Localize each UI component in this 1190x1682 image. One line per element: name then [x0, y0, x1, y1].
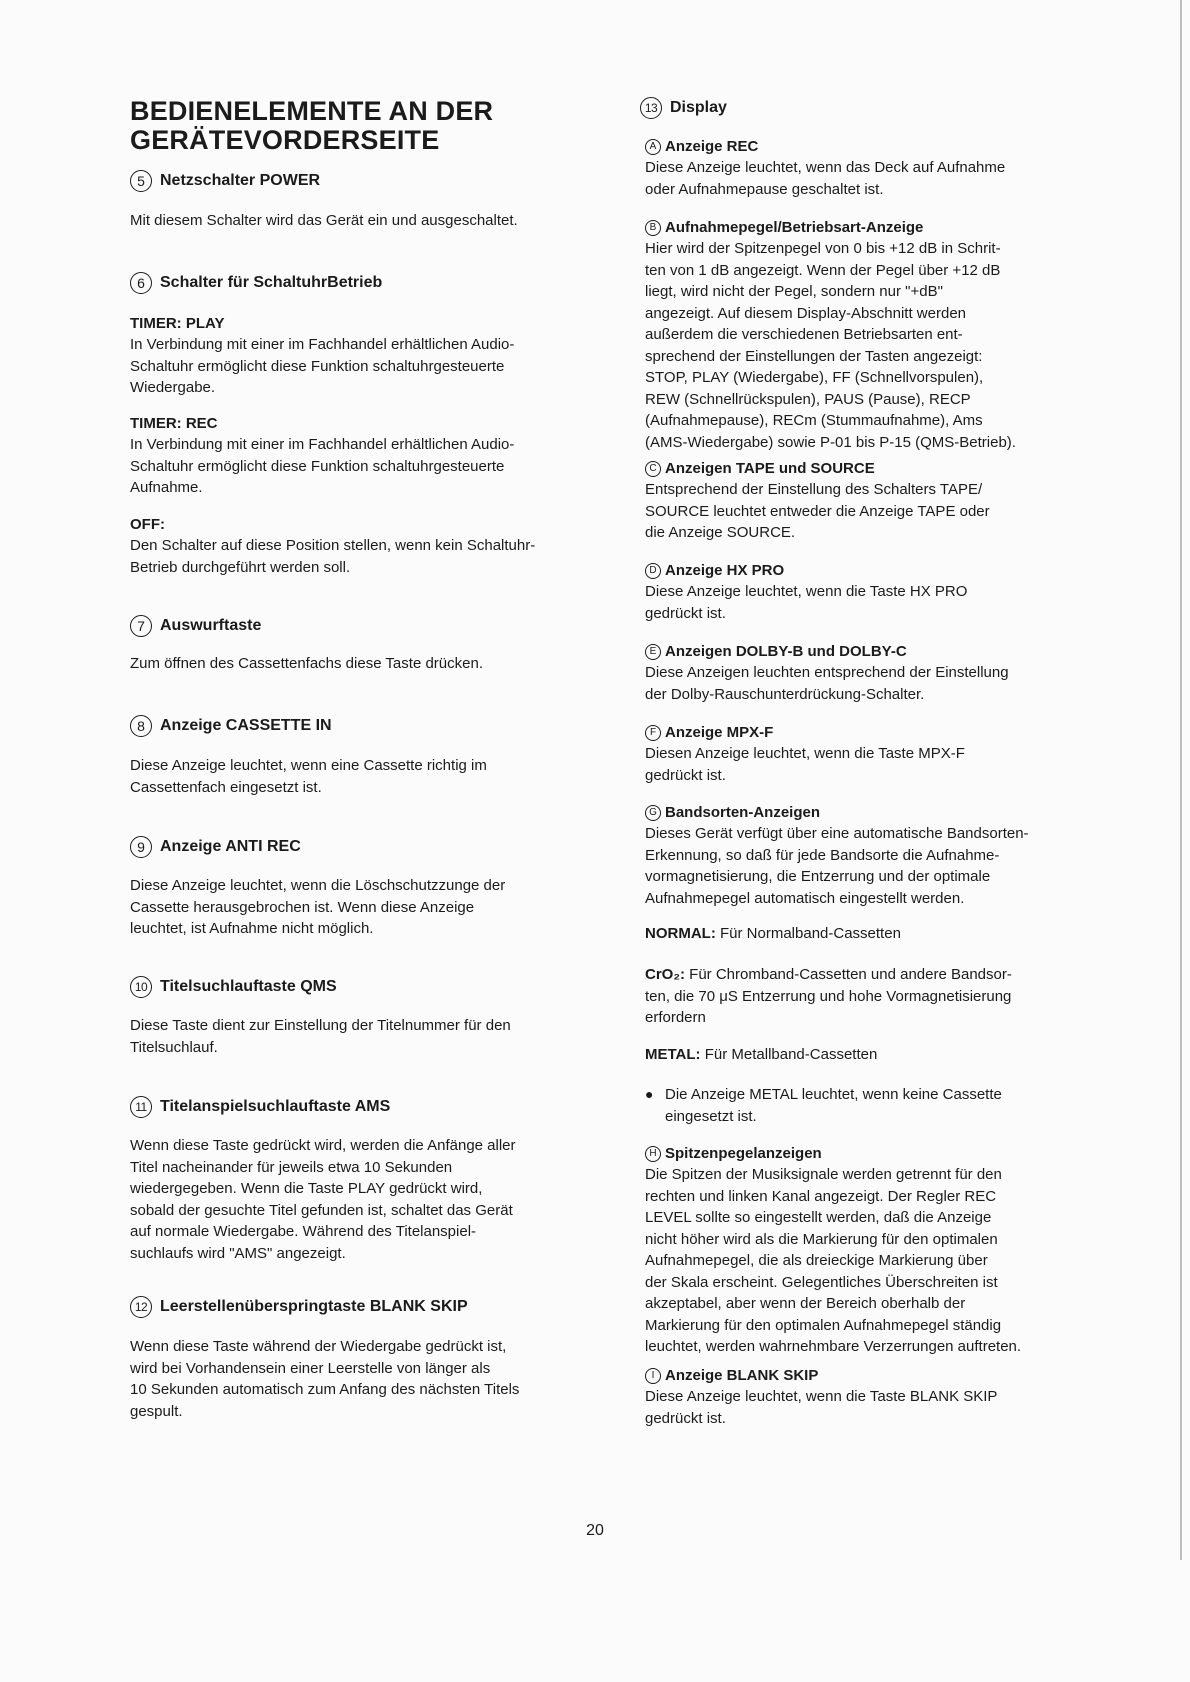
- section-8-text: Diese Anzeige leuchtet, wenn eine Cassette richtig im Cassettenfach eingesetzt ist.: [130, 757, 487, 796]
- section-11-text: Wenn diese Taste gedrückt wird, werden die Anfänge aller Titel nacheinander für jeweils etwa 10 Sekunden wiedergegeben. Wenn die Taste PLAY gedrückt wird, sobald der gesuchte Titel gefunden ist, schaltet das Gerät auf normale Wiedergabe. Während des Titelanspiel- suchlaufs wird "AMS" angezeigt.: [130, 1137, 516, 1262]
- section-6-heading: 6 Schalter für SchaltuhrBetrieb: [130, 272, 580, 294]
- number-badge: 5: [130, 170, 152, 192]
- display-i-blank-skip: I Anzeige BLANK SKIP Diese Anzeige leuchtet, wenn die Taste BLANK SKIP gedrückt ist.: [645, 1367, 998, 1427]
- display-a-rec: A Anzeige REC Diese Anzeige leuchtet, wenn das Deck auf Aufnahme oder Aufnahmepause geschaltet ist.: [645, 138, 1006, 198]
- section-6-timer-rec: TIMER: REC In Verbindung mit einer im Fachhandel erhältlichen Audio- Schaltuhr ermöglicht diese Funktion schaltuhrgesteuerte Aufnahme.: [130, 415, 515, 496]
- letter-badge: C: [645, 461, 661, 477]
- number-badge: 11: [130, 1096, 152, 1118]
- number-badge: 12: [130, 1296, 152, 1318]
- number-badge: 9: [130, 836, 152, 858]
- page-number: 20: [586, 1522, 604, 1539]
- page-edge-line: [1180, 0, 1182, 1560]
- section-7-heading: 7 Auswurftaste: [130, 615, 580, 637]
- tape-metal: METAL: Für Metallband-Cassetten: [645, 1046, 878, 1063]
- section-8-heading: 8 Anzeige CASSETTE IN: [130, 715, 580, 737]
- section-9-heading: 9 Anzeige ANTI REC: [130, 836, 580, 858]
- number-badge: 8: [130, 715, 152, 737]
- tape-normal: NORMAL: Für Normalband-Cassetten: [645, 925, 901, 942]
- display-g-tape-type: G Bandsorten-Anzeigen Dieses Gerät verfügt über eine automatische Bandsorten- Erkennung, so daß für jede Bandsorte die Aufnahme- vormagnetisierung, die Entzerrung und der optimale Aufnahmepegel automatisch eingestellt werden.: [645, 804, 1029, 907]
- section-5-heading: 5 Netzschalter POWER: [130, 170, 580, 192]
- number-badge: 13: [640, 97, 662, 119]
- section-11-heading: 11 Titelanspielsuchlauftaste AMS: [130, 1096, 580, 1118]
- number-badge: 10: [130, 976, 152, 998]
- section-12-text: Wenn diese Taste während der Wiedergabe gedrückt ist, wird bei Vorhandensein einer Leerstelle von länger als 10 Sekunden automatisch zum Anfang des nächsten Titels gespult.: [130, 1338, 520, 1420]
- number-badge: 7: [130, 615, 152, 637]
- letter-badge: F: [645, 725, 661, 741]
- section-9-text: Diese Anzeige leuchtet, wenn die Löschschutzzunge der Cassette herausgebrochen ist. Wenn diese Anzeige leuchtet, ist Aufnahme nicht möglich.: [130, 877, 506, 937]
- display-c-tape-source: C Anzeigen TAPE und SOURCE Entsprechend der Einstellung des Schalters TAPE/ SOURCE leuchtet entweder die Anzeige TAPE oder die Anzeige SOURCE.: [645, 460, 990, 541]
- display-d-hx-pro: D Anzeige HX PRO Diese Anzeige leuchtet, wenn die Taste HX PRO gedrückt ist.: [645, 562, 968, 622]
- bullet-icon: ●: [645, 1086, 654, 1102]
- section-6-off: OFF: Den Schalter auf diese Position stellen, wenn kein Schaltuhr- Betrieb durchgeführt werden soll.: [130, 516, 536, 576]
- letter-badge: D: [645, 563, 661, 579]
- letter-badge: I: [645, 1368, 661, 1384]
- section-6-timer-play: TIMER: PLAY In Verbindung mit einer im Fachhandel erhältlichen Audio- Schaltuhr ermöglicht diese Funktion schaltuhrgesteuerte Wiedergabe.: [130, 315, 515, 396]
- display-b-level: B Aufnahmepegel/Betriebsart-Anzeige Hier wird der Spitzenpegel von 0 bis +12 dB in Schrit- ten von 1 dB angezeigt. Wenn der Pegel über +12 dB liegt, wird nicht der Pegel, sondern nur "+dB" angezeigt. Auf diesem Display-Abschnitt werden außerdem die verschiedenen Betriebsarten ent- sprechend der Einstellungen der Tasten angezeigt: STOP, PLAY (Wiedergabe), FF (Schnellvorspulen), REW (Schnellrückspulen), PAUS (Pause), RECP (Aufnahmepause), RECm (Stummaufnahme), Ams (AMS-Wiedergabe) sowie P-01 bis P-15 (QMS-Betrieb).: [645, 219, 1016, 451]
- page-title: BEDIENELEMENTE AN DER GERÄTEVORDERSEITE: [130, 96, 494, 155]
- letter-badge: H: [645, 1146, 661, 1162]
- section-5-text: Mit diesem Schalter wird das Gerät ein und ausgeschaltet.: [130, 212, 518, 229]
- letter-badge: E: [645, 644, 661, 660]
- letter-badge: G: [645, 805, 661, 821]
- section-7-text: Zum öffnen des Cassettenfachs diese Taste drücken.: [130, 655, 483, 672]
- metal-note-bullet: ● Die Anzeige METAL leuchtet, wenn keine Cassette eingesetzt ist.: [645, 1084, 1115, 1127]
- display-f-mpx: F Anzeige MPX-F Diesen Anzeige leuchtet, wenn die Taste MPX-F gedrückt ist.: [645, 724, 965, 784]
- section-13-heading: 13 Display: [640, 97, 1115, 119]
- tape-cro2: CrO₂: Für Chromband-Cassetten und andere Bandsor- ten, die 70 μS Entzerrung und hohe Vormagnetisierung erfordern: [645, 966, 1012, 1026]
- section-10-heading: 10 Titelsuchlauftaste QMS: [130, 976, 580, 998]
- letter-badge: A: [645, 139, 661, 155]
- number-badge: 6: [130, 272, 152, 294]
- letter-badge: B: [645, 220, 661, 236]
- section-12-heading: 12 Leerstellenüberspringtaste BLANK SKIP: [130, 1296, 580, 1318]
- display-e-dolby: E Anzeigen DOLBY-B und DOLBY-C Diese Anzeigen leuchten entsprechend der Einstellung der Dolby-Rauschunterdrückung-Schalter.: [645, 643, 1009, 703]
- display-h-peak: H Spitzenpegelanzeigen Die Spitzen der Musiksignale werden getrennt für den rechten und linken Kanal angezeigt. Der Regler REC LEVEL sollte so eingestellt werden, daß die Anzeige nicht höher wird als die Markierung für den optimalen Aufnahmepegel, die als dreieckige Markierung über der Skala erscheint. Gelegentliches Überschreiten ist akzeptabel, aber wenn der Bereich oberhalb der Markierung für den optimalen Aufnahmepegel ständig leuchtet, werden wahrnehmbare Verzerrungen auftreten.: [645, 1145, 1022, 1355]
- section-10-text: Diese Taste dient zur Einstellung der Titelnummer für den Titelsuchlauf.: [130, 1017, 511, 1056]
